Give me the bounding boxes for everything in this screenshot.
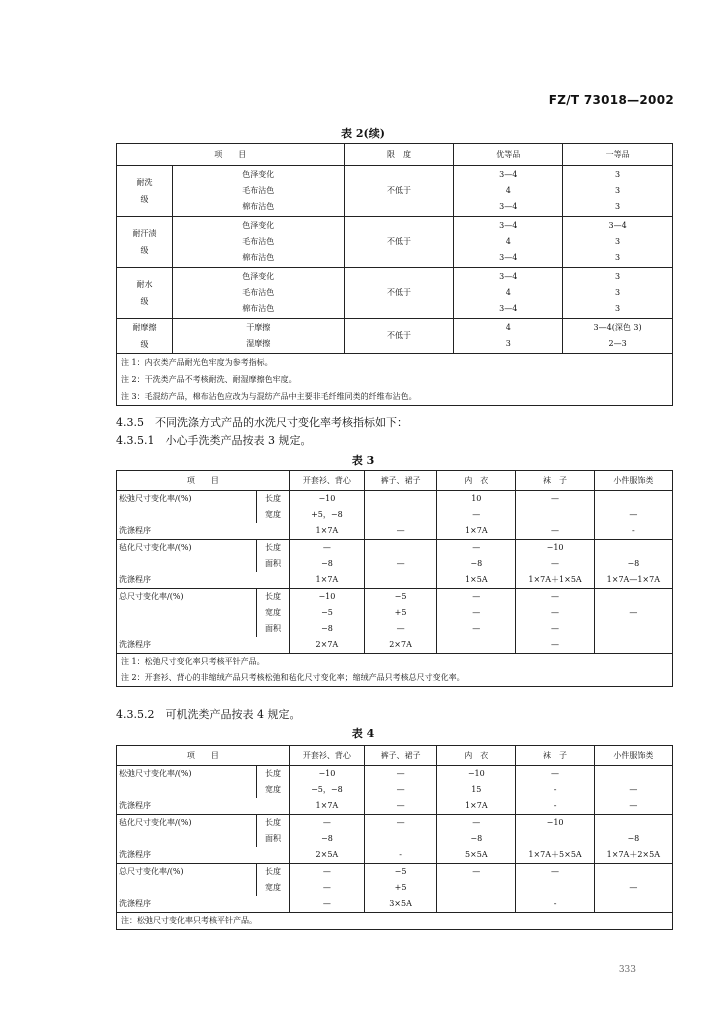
table2-group-name-line: 级 — [140, 246, 149, 255]
table2-value-first: 3—4(深色 3) — [593, 323, 642, 332]
table2-subitem: 干摩擦 — [246, 323, 271, 332]
table4-value: — — [437, 864, 516, 881]
table4-sub-label: 长度 — [257, 766, 290, 783]
table3-note: 注 2：开套衫、背心的非缩绒产品只考核松弛和毡化尺寸变化率；缩绒产品只考核总尺寸变化率。 — [117, 670, 673, 687]
table3-note-row — [117, 654, 673, 671]
table2-subitems — [172, 268, 344, 319]
table4-value: — — [437, 815, 516, 832]
table2-value-first: 2—3 — [608, 339, 627, 348]
table3-value: 1×5A — [437, 572, 516, 589]
table3-value: −10 — [289, 491, 364, 508]
table4-sub-label: 长度 — [257, 864, 290, 881]
table2-value-first: 3 — [615, 170, 621, 179]
table3-value: −5 — [364, 589, 436, 606]
table3-value: — — [364, 621, 436, 637]
table4-value: — — [594, 880, 672, 896]
table2-group-name — [117, 166, 173, 217]
table4-header-cell: 项 目 — [117, 746, 290, 766]
table3-section-label: 毡化尺寸变化率/(%) — [117, 540, 257, 557]
table4-value: - — [516, 798, 594, 815]
table3-value — [364, 540, 436, 557]
table3-row — [117, 589, 673, 606]
table4-row — [117, 766, 673, 783]
table3-value: — — [289, 540, 364, 557]
table3-value: 1×7A—1×7A — [594, 572, 672, 589]
table4-value — [516, 880, 594, 896]
table4-value: — — [364, 815, 436, 832]
table4-value — [594, 896, 672, 913]
table2-first-values — [563, 166, 673, 217]
table3-sub-label: 宽度 — [257, 507, 290, 523]
table3-row — [117, 491, 673, 508]
table3-header-row — [117, 471, 673, 491]
table2-subitem: 棉布沾色 — [242, 304, 275, 313]
table2-group-row — [117, 319, 673, 354]
table3-procedure-label: 洗涤程序 — [117, 637, 290, 654]
table3-value: 2×7A — [289, 637, 364, 654]
table3-value — [364, 491, 436, 508]
table3-value — [364, 507, 436, 523]
table3-sub-label: 长度 — [257, 589, 290, 606]
table2-note: 注 2：干洗类产品不考核耐洗、耐湿摩擦色牢度。 — [117, 371, 673, 388]
table2-subitem: 毛布沾色 — [242, 288, 275, 297]
table2-header-cell: 一等品 — [563, 144, 673, 166]
table4-value: +5 — [364, 880, 436, 896]
table4-value: −10 — [437, 766, 516, 783]
table4-value: — — [289, 880, 364, 896]
table2-subitem: 棉布沾色 — [242, 253, 275, 262]
table2-header-row — [117, 144, 673, 166]
table4-value: −8 — [437, 831, 516, 847]
table4-value — [516, 831, 594, 847]
table2-value-excellent: 3—4 — [499, 202, 518, 211]
table3-value — [594, 540, 672, 557]
table2-excellent-values — [454, 217, 563, 268]
table2-group-name-line: 耐水 — [136, 279, 153, 289]
table2-excellent-values — [454, 166, 563, 217]
table3-header-cell: 开套衫、背心 — [289, 471, 364, 491]
table2-value-first: 3 — [615, 272, 621, 281]
table3-value: +5，−8 — [289, 507, 364, 523]
table2-header-cell: 限 度 — [344, 144, 454, 166]
table2-group-name-line: 耐洗 — [136, 177, 153, 187]
table4-section-label: 毡化尺寸变化率/(%) — [117, 815, 257, 832]
table2-group-name-line: 耐摩擦 — [132, 322, 157, 332]
table3-row — [117, 637, 673, 654]
table2-value-first: 3 — [615, 253, 621, 262]
table4-row — [117, 798, 673, 815]
table4-value: — — [594, 782, 672, 798]
clause-4-3-5-2: 4.3.5.2 可机洗类产品按表 4 规定。 — [116, 708, 301, 721]
table4-header-row — [117, 746, 673, 766]
table2-caption: 表 2(续) — [341, 127, 385, 140]
table3-value — [594, 589, 672, 606]
table3-value: — — [516, 491, 594, 508]
table4-value: −8 — [289, 831, 364, 847]
table4-note: 注：松弛尺寸变化率只考核平针产品。 — [117, 913, 673, 930]
table4-value: — — [289, 896, 364, 913]
table4-value: — — [516, 864, 594, 881]
table3-section-label: 总尺寸变化率/(%) — [117, 589, 257, 606]
table4-section-label: 松弛尺寸变化率/(%) — [117, 766, 257, 783]
table3-section-label — [117, 605, 257, 621]
table4-caption: 表 4 — [351, 727, 375, 740]
table3-sub-label: 长度 — [257, 540, 290, 557]
table4-value: −8 — [594, 831, 672, 847]
table2-value-excellent: 4 — [505, 323, 511, 332]
table4-value — [437, 880, 516, 896]
table4-row — [117, 880, 673, 896]
table2-subitems — [172, 166, 344, 217]
table3-value: 1×7A — [289, 572, 364, 589]
table4-value: - — [516, 782, 594, 798]
table3-value: −8 — [289, 621, 364, 637]
table4-header-cell: 裤子、裙子 — [364, 746, 436, 766]
table2-subitem: 色泽变化 — [242, 221, 275, 230]
table4-row — [117, 782, 673, 798]
table4-value: 15 — [437, 782, 516, 798]
table3-note-row — [117, 670, 673, 687]
table3-header-cell: 袜 子 — [516, 471, 594, 491]
table4-value: — — [364, 798, 436, 815]
table2-value-excellent: 3—4 — [499, 170, 518, 179]
table4-section-label — [117, 880, 257, 896]
table4-value: 2×5A — [289, 847, 364, 864]
table2-value-first: 3 — [615, 288, 621, 297]
table3-value — [364, 572, 436, 589]
table4-procedure-label: 洗涤程序 — [117, 896, 290, 913]
table4-sub-label: 长度 — [257, 815, 290, 832]
table3-procedure-label: 洗涤程序 — [117, 523, 290, 540]
table2-subitem: 毛布沾色 — [242, 237, 275, 246]
table2-value-excellent: 3—4 — [499, 304, 518, 313]
table3-caption: 表 3 — [351, 454, 375, 467]
table4-value: 3×5A — [364, 896, 436, 913]
table3-value — [594, 637, 672, 654]
table2-subitem: 棉布沾色 — [242, 202, 275, 211]
table2-subitem: 毛布沾色 — [242, 186, 275, 195]
table3-value: — — [594, 605, 672, 621]
table3-sub-label: 面积 — [257, 556, 290, 572]
table2-subitem: 湿摩擦 — [246, 339, 271, 348]
table3-value: — — [516, 621, 594, 637]
table3-value: — — [516, 605, 594, 621]
table3-row — [117, 523, 673, 540]
table3-value: — — [437, 540, 516, 557]
table3-value: - — [594, 523, 672, 540]
table2-header-cell: 优等品 — [454, 144, 563, 166]
table2-first-values — [563, 217, 673, 268]
table4-row — [117, 864, 673, 881]
table4-row — [117, 896, 673, 913]
table3-note: 注 1：松弛尺寸变化率只考核平针产品。 — [117, 654, 673, 671]
table3-header-cell: 内 衣 — [437, 471, 516, 491]
table4-value: 1×7A — [289, 798, 364, 815]
table4-sub-label: 宽度 — [257, 880, 290, 896]
table2-group-name — [117, 217, 173, 268]
table3-value: — — [437, 605, 516, 621]
table4-row — [117, 831, 673, 847]
table4-value — [594, 766, 672, 783]
table3-section-label — [117, 507, 257, 523]
table3-value: — — [516, 589, 594, 606]
table3-value: — — [437, 621, 516, 637]
table4-value: — — [516, 766, 594, 783]
table2-value-first: 3—4 — [608, 221, 627, 230]
clause-4-3-5: 4.3.5 不同洗涤方式产品的水洗尺寸变化率考核指标如下： — [116, 416, 408, 429]
table4-note-row — [117, 913, 673, 930]
table2-subitems — [172, 217, 344, 268]
table2-first-values — [563, 268, 673, 319]
table2-excellent-values — [454, 319, 563, 354]
table3-value: −8 — [289, 556, 364, 572]
table4-value: - — [516, 896, 594, 913]
table2-note: 注 1：内衣类产品耐光色牢度为参考指标。 — [117, 354, 673, 372]
table4-value: −5，−8 — [289, 782, 364, 798]
table3-row — [117, 621, 673, 637]
table2-value-excellent: 3—4 — [499, 253, 518, 262]
table4-value — [437, 896, 516, 913]
table2-value-first: 3 — [615, 186, 621, 195]
table4-procedure-label: 洗涤程序 — [117, 847, 290, 864]
table4-sub-label: 宽度 — [257, 782, 290, 798]
table3-value — [594, 621, 672, 637]
table3-value: — — [594, 507, 672, 523]
table3-value: −8 — [437, 556, 516, 572]
table2-group-name-line: 级 — [140, 340, 149, 349]
table2-excellent-values — [454, 268, 563, 319]
table3-value: 2×7A — [364, 637, 436, 654]
table4-header-cell: 袜 子 — [516, 746, 594, 766]
table3-value: 1×7A — [289, 523, 364, 540]
table2-group-row — [117, 217, 673, 268]
table3-value — [594, 491, 672, 508]
table3-section-label — [117, 621, 257, 637]
table3-row — [117, 556, 673, 572]
table4-header-cell: 内 衣 — [437, 746, 516, 766]
table3-value: — — [364, 523, 436, 540]
table4-value: - — [364, 847, 436, 864]
table2-subitem: 色泽变化 — [242, 170, 275, 179]
table4-value: −10 — [516, 815, 594, 832]
table3-value: +5 — [364, 605, 436, 621]
table3-row — [117, 540, 673, 557]
table2-group-name-line: 级 — [140, 297, 149, 306]
table2-note-row — [117, 388, 673, 406]
table4-value — [594, 864, 672, 881]
table3-value: −10 — [289, 589, 364, 606]
table2-first-values — [563, 319, 673, 354]
table4-value: 5×5A — [437, 847, 516, 864]
table3-section-label — [117, 556, 257, 572]
table3 — [116, 470, 673, 687]
table3-header-cell: 裤子、裙子 — [364, 471, 436, 491]
table4-value: — — [594, 798, 672, 815]
page-number: 333 — [618, 965, 636, 975]
table3-value: — — [516, 556, 594, 572]
table3-value: 1×7A — [437, 523, 516, 540]
table3-section-label: 松弛尺寸变化率/(%) — [117, 491, 257, 508]
table4-row — [117, 847, 673, 864]
table3-header-cell: 小件服饰类 — [594, 471, 672, 491]
table4-value: 1×7A＋2×5A — [594, 847, 672, 864]
table4-value: — — [364, 766, 436, 783]
table2-subitems — [172, 319, 344, 354]
clause-4-3-5-1: 4.3.5.1 小心手洗类产品按表 3 规定。 — [116, 434, 312, 447]
table2-subitem: 色泽变化 — [242, 272, 275, 281]
table2-value-excellent: 3—4 — [499, 272, 518, 281]
table4-header-cell: 开套衫、背心 — [289, 746, 364, 766]
table4-section-label — [117, 831, 257, 847]
table3-value: −10 — [516, 540, 594, 557]
table4-section-label — [117, 782, 257, 798]
table2-limit: 不低于 — [344, 166, 454, 217]
table4-procedure-label: 洗涤程序 — [117, 798, 290, 815]
table4-value: — — [364, 782, 436, 798]
table4-value: 1×7A＋5×5A — [516, 847, 594, 864]
table4-section-label: 总尺寸变化率/(%) — [117, 864, 257, 881]
table3-sub-label: 宽度 — [257, 605, 290, 621]
table2-group-name — [117, 268, 173, 319]
table4-value — [594, 815, 672, 832]
table2-note: 注 3：毛混纺产品，棉布沾色应改为与混纺产品中主要非毛纤维同类的纤维布沾色。 — [117, 388, 673, 406]
table2-value-excellent: 4 — [505, 237, 511, 246]
table2-value-first: 3 — [615, 237, 621, 246]
table4-row — [117, 815, 673, 832]
table4-value: 1×7A — [437, 798, 516, 815]
table3-value — [437, 637, 516, 654]
table2-value-first: 3 — [615, 202, 621, 211]
table3-value: — — [437, 507, 516, 523]
table3-header-cell: 项 目 — [117, 471, 290, 491]
table4-value: −5 — [364, 864, 436, 881]
table3-value: — — [516, 523, 594, 540]
table4 — [116, 745, 673, 930]
table2-group-name-line: 耐汗渍 — [132, 228, 157, 238]
table3-value: — — [364, 556, 436, 572]
table4-header-cell: 小件服饰类 — [594, 746, 672, 766]
table2-value-excellent: 3 — [505, 339, 511, 348]
table2-limit: 不低于 — [344, 217, 454, 268]
table3-value: — — [437, 589, 516, 606]
table4-value: — — [289, 864, 364, 881]
table2-limit: 不低于 — [344, 268, 454, 319]
table3-sub-label: 长度 — [257, 491, 290, 508]
table3-row — [117, 507, 673, 523]
table3-value: −8 — [594, 556, 672, 572]
table2-value-excellent: 3—4 — [499, 221, 518, 230]
table3-value — [516, 507, 594, 523]
table3-row — [117, 605, 673, 621]
table2-value-excellent: 4 — [505, 288, 511, 297]
table3-sub-label: 面积 — [257, 621, 290, 637]
table2-note-row — [117, 371, 673, 388]
table2-note-row — [117, 354, 673, 372]
table2-group-row — [117, 166, 673, 217]
table2-value-first: 3 — [615, 304, 621, 313]
table2 — [116, 143, 673, 406]
table4-sub-label: 面积 — [257, 831, 290, 847]
table2-header-cell: 项 目 — [117, 144, 345, 166]
table3-procedure-label: 洗涤程序 — [117, 572, 290, 589]
table2-group-name-line: 级 — [140, 195, 149, 204]
table4-value — [364, 831, 436, 847]
table2-group-name — [117, 319, 173, 354]
table3-value: — — [516, 637, 594, 654]
table2-limit: 不低于 — [344, 319, 454, 354]
table2-group-row — [117, 268, 673, 319]
table3-row — [117, 572, 673, 589]
table2-value-excellent: 4 — [505, 186, 511, 195]
standard-code: FZ/T 73018—2002 — [548, 93, 674, 107]
table4-value: −10 — [289, 766, 364, 783]
table4-value: — — [289, 815, 364, 832]
table3-value: 10 — [437, 491, 516, 508]
table3-value: 1×7A＋1×5A — [516, 572, 594, 589]
table3-value: −5 — [289, 605, 364, 621]
